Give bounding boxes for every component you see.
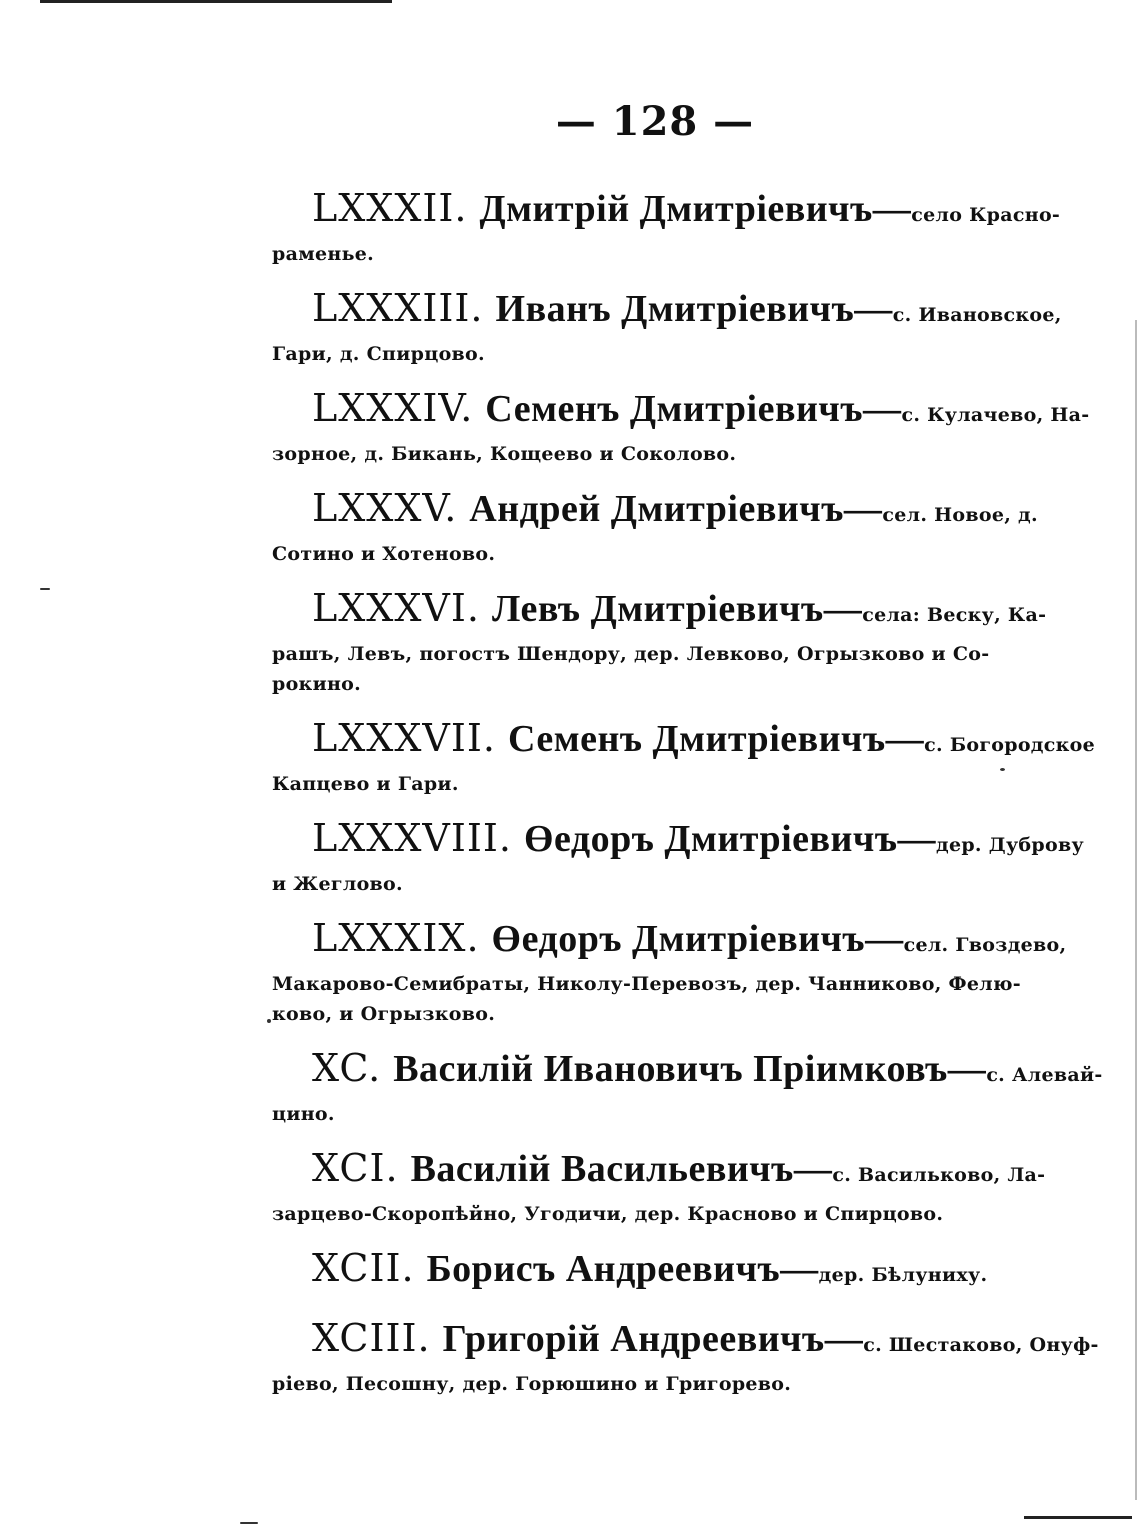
entry-places-continued: зарцево-Скоропѣйно, Угодичи, дер. Красново и Спирцово. <box>272 1203 944 1225</box>
entry-numeral: LXXXIX. <box>312 916 480 960</box>
entry-heading-line <box>272 284 1068 339</box>
entry-numeral: XCI. <box>312 1146 399 1190</box>
entry-numeral: LXXXV. <box>312 486 458 530</box>
entry-name: Левъ Дмитріевичъ— <box>491 588 863 630</box>
entry-heading-line <box>272 914 1068 969</box>
entry-places-continued: зорное, д. Бикань, Кощеево и Соколово. <box>272 443 737 465</box>
entry-places-continued: раменье. <box>272 243 375 265</box>
genealogy-entry <box>272 1244 1068 1299</box>
entry-name: Дмитрій Дмитріевичъ— <box>479 188 912 230</box>
entry-heading-line <box>272 1314 1099 1369</box>
entry-places-continued: и Жеглово. <box>272 873 403 895</box>
entry-places-start: с. Богородское <box>924 734 1096 756</box>
entry-places-continued: цино. <box>272 1103 335 1125</box>
bottom-rule <box>1024 1516 1132 1519</box>
top-rule <box>40 0 392 3</box>
entry-numeral: LXXXIV. <box>312 386 474 430</box>
entry-name: Өедоръ Дмитріевичъ— <box>491 918 904 960</box>
entry-heading-line <box>272 384 1090 439</box>
genealogy-entry <box>272 284 1068 369</box>
genealogy-entry <box>272 714 1096 799</box>
entry-heading-line <box>272 1144 1068 1199</box>
page-edge-shadow <box>1135 320 1137 1500</box>
entry-places-start: с. Ивановское, <box>892 304 1062 326</box>
entry-places-continued: ріево, Песошну, дер. Горюшино и Григорево. <box>272 1373 792 1395</box>
entry-heading-line <box>272 1044 1103 1099</box>
entry-name: Василій Васильевичъ— <box>410 1148 833 1190</box>
entry-name: Борисъ Андреевичъ— <box>426 1248 819 1290</box>
entry-heading-line <box>272 814 1084 869</box>
entry-numeral: XCIII. <box>312 1316 431 1360</box>
entry-places-start: с. Шестаково, Онуф- <box>863 1334 1099 1356</box>
entry-name: Григорій Андреевичъ— <box>442 1318 864 1360</box>
genealogy-entry <box>272 814 1084 899</box>
entry-heading-line <box>272 1244 1068 1299</box>
entry-places-start: село Красно- <box>911 204 1061 226</box>
genealogy-entry <box>272 584 1068 699</box>
entry-name: Семенъ Дмитріевичъ— <box>485 388 902 430</box>
entry-places-start: сел. Гвоздево, <box>903 934 1067 956</box>
entry-places-continued: Сотино и Хотеново. <box>272 543 496 565</box>
genealogy-entries <box>272 184 1103 1399</box>
entry-places-start: сел. Новое, д. <box>882 504 1038 526</box>
entry-heading-line <box>272 714 1096 769</box>
entry-places-start: с. Васильково, Ла- <box>832 1164 1046 1186</box>
genealogy-entry <box>272 484 1068 569</box>
entry-numeral: LXXXII. <box>312 186 468 230</box>
entry-numeral: XC. <box>312 1046 382 1090</box>
ink-speck <box>267 1019 271 1023</box>
entry-numeral: LXXXVII. <box>312 716 496 760</box>
entry-name: Иванъ Дмитріевичъ— <box>495 288 893 330</box>
entry-places-continued: Гари, д. Спирцово. <box>272 343 485 365</box>
entry-places-start: села: Веску, Ка- <box>862 604 1047 626</box>
entry-name: Өедоръ Дмитріевичъ— <box>523 818 936 860</box>
entry-name: Семенъ Дмитріевичъ— <box>507 718 925 760</box>
ink-speck <box>40 588 50 590</box>
entry-heading-line <box>272 584 1068 639</box>
entry-name: Василій Ивановичъ Пріимковъ— <box>393 1048 987 1090</box>
entry-numeral: LXXXVI. <box>312 586 480 630</box>
ink-speck <box>240 1522 258 1524</box>
entry-numeral: XCII. <box>312 1246 415 1290</box>
entry-places-start: с. Кулачево, На- <box>901 404 1090 426</box>
entry-places-continued: Макарово-Семибраты, Николу-Перевозъ, дер. Чанниково, Фелю- ково, и Огрызково. <box>272 973 1021 1025</box>
genealogy-entry <box>272 184 1068 269</box>
genealogy-entry <box>272 1144 1068 1229</box>
genealogy-entry <box>272 1314 1099 1399</box>
genealogy-entry <box>272 1044 1103 1129</box>
entry-numeral: LXXXVIII. <box>312 816 512 860</box>
entry-places-continued: Капцево и Гари. <box>272 773 459 795</box>
entry-places-start: дер. Дуброву <box>936 834 1084 856</box>
entry-places-start: с. Алевай- <box>986 1064 1103 1086</box>
entry-places-start: дер. Бѣлуниху. <box>818 1264 988 1286</box>
entry-name: Андрей Дмитріевичъ— <box>469 488 883 530</box>
entry-places-continued: рашъ, Левъ, погостъ Шендору, дер. Левково, Огрызково и Со- рокино. <box>272 643 990 695</box>
page-number: — 128 — <box>555 98 755 145</box>
genealogy-entry <box>272 384 1090 469</box>
entry-heading-line <box>272 184 1068 239</box>
genealogy-entry <box>272 914 1068 1029</box>
entry-heading-line <box>272 484 1068 539</box>
entry-numeral: LXXXIII. <box>312 286 484 330</box>
